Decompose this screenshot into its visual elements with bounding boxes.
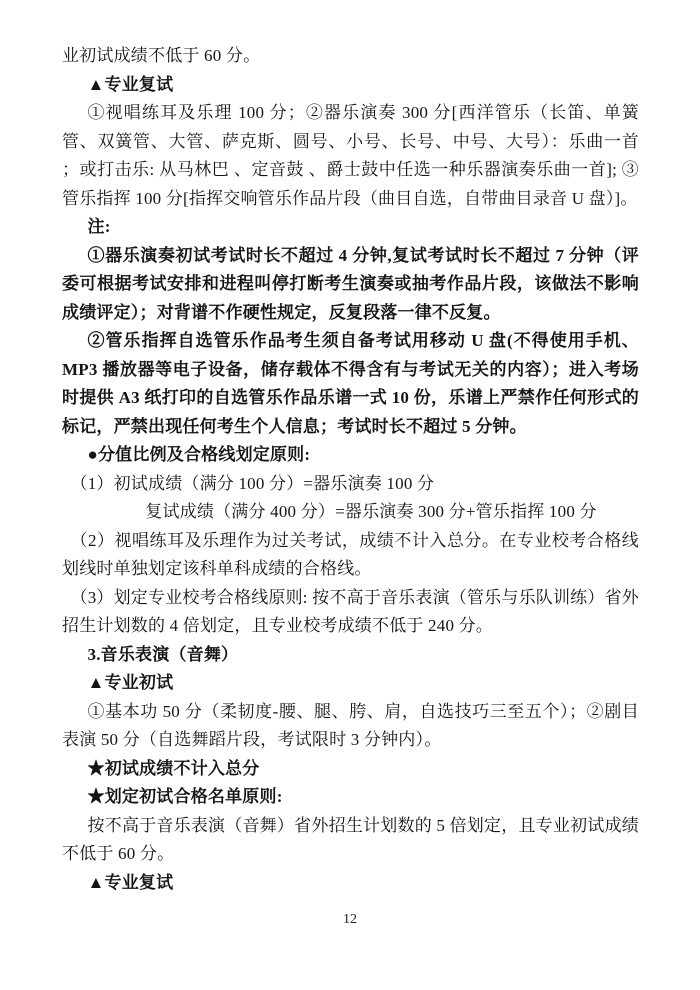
heading-professional-first-test: ▲专业初试 <box>87 673 174 692</box>
item-sightsinging-pass-test: （2）视唱练耳及乐理作为过关考试，成绩不计入总分。在专业校考合格线划线时单独划定该科单科成绩的合格线。 <box>62 530 639 578</box>
item-passline-principle: （3）划定专业校考合格线原则: 按不高于音乐表演（管乐与乐队训练）省外招生计划数的 4 倍划定，且专业校考成绩不低于 240 分。 <box>62 587 639 635</box>
paragraph-retest-subjects: ①视唱练耳及乐理 100 分；②器乐演奏 300 分[西洋管乐（长笛、单簧管、双簧管、大管、萨克斯、圆号、小号、长号、中号、大号）：乐曲一首 ；或打击乐: 从马林巴 、定音鼓 、爵士鼓中任选一种乐器演奏乐曲一首]; ③管乐指挥 100 分[指挥交响管乐作品片段（曲目自选，自带曲目录音 U 盘）]。 <box>62 103 639 208</box>
note-label: 注: <box>87 217 111 236</box>
paragraph-passlist-rule: 按不高于音乐表演（音舞）省外招生计划数的 5 倍划定，且专业初试成绩不低于 60 分。 <box>62 815 639 863</box>
note-instrumental-time-limit: ①器乐演奏初试考试时长不超过 4 分钟,复试考试时长不超过 7 分钟（评委可根据考试安排和进程叫停打断考生演奏或抽考作品片段，该做法不影响成绩评定）；对背谱不作硬性规定，反复段落一律不反复。 <box>62 245 639 322</box>
heading-professional-retest-2: ▲专业复试 <box>87 872 174 892</box>
note-first-test-score-not-counted: ★初试成绩不计入总分 <box>87 758 260 778</box>
heading-score-ratio-passline: ●分值比例及合格线划定原则: <box>87 445 311 464</box>
item-retest-score-formula: 复试成绩（满分 400 分）=器乐演奏 300 分+管乐指挥 100 分 <box>145 502 597 521</box>
page-number: 12 <box>343 912 357 927</box>
item-first-test-score-formula: （1）初试成绩（满分 100 分）=器乐演奏 100 分 <box>70 473 435 493</box>
note-band-conducting-usb: ②管乐指挥自选管乐作品考生须自备考试用移动 U 盘(不得使用手机、MP3 播放器等电子设备，储存载体不得含有与考试无关的内容）；进入考场时提供 A3 纸打印的自选管乐作品乐谱一式 10 份，乐谱上严禁作任何形式的标记，严禁出现任何考生个人信息；考试时长不超过 5 分钟。 <box>62 331 639 436</box>
heading-music-performance-dance: 3.音乐表演（音舞） <box>87 644 239 664</box>
paragraph-continuation: 业初试成绩不低于 60 分。 <box>62 46 261 65</box>
paragraph-first-test-subjects: ①基本功 50 分（柔韧度-腰、腿、胯、肩，自选技巧三至五个）；②剧目表演 50 分（自选舞蹈片段，考试限时 3 分钟内）。 <box>62 701 639 749</box>
document-body <box>62 42 639 897</box>
heading-first-test-passlist-rule: ★划定初试合格名单原则: <box>87 787 283 806</box>
heading-professional-retest: ▲专业复试 <box>87 74 174 94</box>
